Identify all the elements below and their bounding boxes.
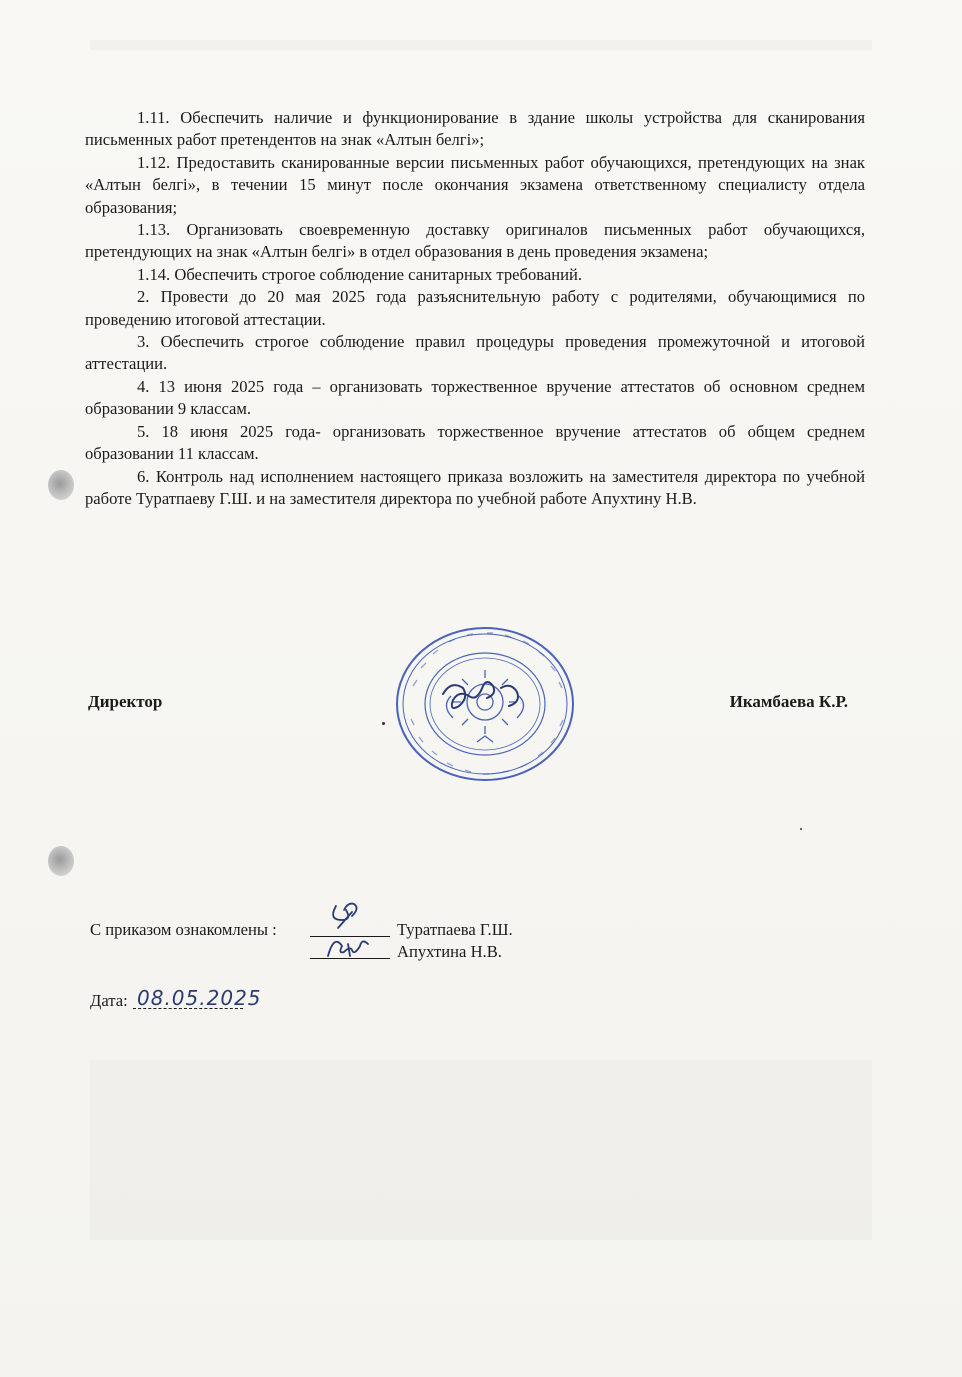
paragraph-5: 5. 18 июня 2025 года- организовать торжественное вручение аттестатов об общем среднем образовании 11 классам. — [85, 421, 865, 464]
order-body — [85, 107, 865, 510]
paragraph-1-12: 1.12. Предоставить сканированные версии письменных работ обучающихся, претендующих на знак «Алтын белгі», в течении 15 минут после окончания экзамена ответственному специалисту отдела образования; — [85, 152, 865, 217]
paragraph-1-11: 1.11. Обеспечить наличие и функционирование в здание школы устройства для сканирования письменных работ претендентов на знак «Алтын белгі»; — [85, 108, 865, 150]
paragraph-6: 6. Контроль над исполнением настоящего приказа возложить на заместителя директора по учебной работе Туратпаеву Г.Ш. и на заместителя директора по учебной работе Апухтину Н.В. — [85, 466, 865, 508]
punch-hole — [48, 470, 74, 500]
paragraph-4: 4. 13 июня 2025 года – организовать торжественное вручение аттестатов об основном среднем образовании 9 классам. — [85, 376, 865, 419]
date-value: 08.05.2025 — [137, 986, 262, 1010]
handwritten-signatures — [318, 896, 378, 966]
date-line — [133, 1008, 243, 1009]
ink-dot — [800, 828, 802, 830]
date-label: Дата: — [90, 991, 128, 1010]
acknowledgement-label: С приказом ознакомлены : — [90, 920, 277, 939]
show-through-shadow — [90, 1060, 872, 1240]
paragraph-1-13: 1.13. Организовать своевременную доставку оригиналов письменных работ обучающихся, претендующих на знак «Алтын белгі» в отдел образования в день проведения экзамена; — [85, 220, 865, 262]
punch-hole — [48, 846, 74, 876]
signatory-name: Икамбаева К.Р. — [729, 692, 848, 711]
paragraph-1-14: 1.14. Обеспечить строгое соблюдение санитарных требований. — [137, 264, 583, 284]
ink-dot — [382, 722, 385, 725]
signatory-position: Директор — [88, 692, 163, 711]
paragraph-2: 2. Провести до 20 мая 2025 года разъяснительную работу с родителями, обучающимися по проведению итоговой аттестации. — [85, 287, 865, 329]
acknowledger-name-1: Туратпаева Г.Ш. — [397, 920, 513, 939]
signature-block — [88, 692, 848, 718]
paragraph-3: 3. Обеспечить строгое соблюдение правил процедуры проведения промежуточной и итоговой аттестации. — [85, 332, 865, 374]
show-through-shadow — [90, 40, 872, 50]
acknowledger-name-2: Апухтина Н.В. — [397, 942, 502, 961]
